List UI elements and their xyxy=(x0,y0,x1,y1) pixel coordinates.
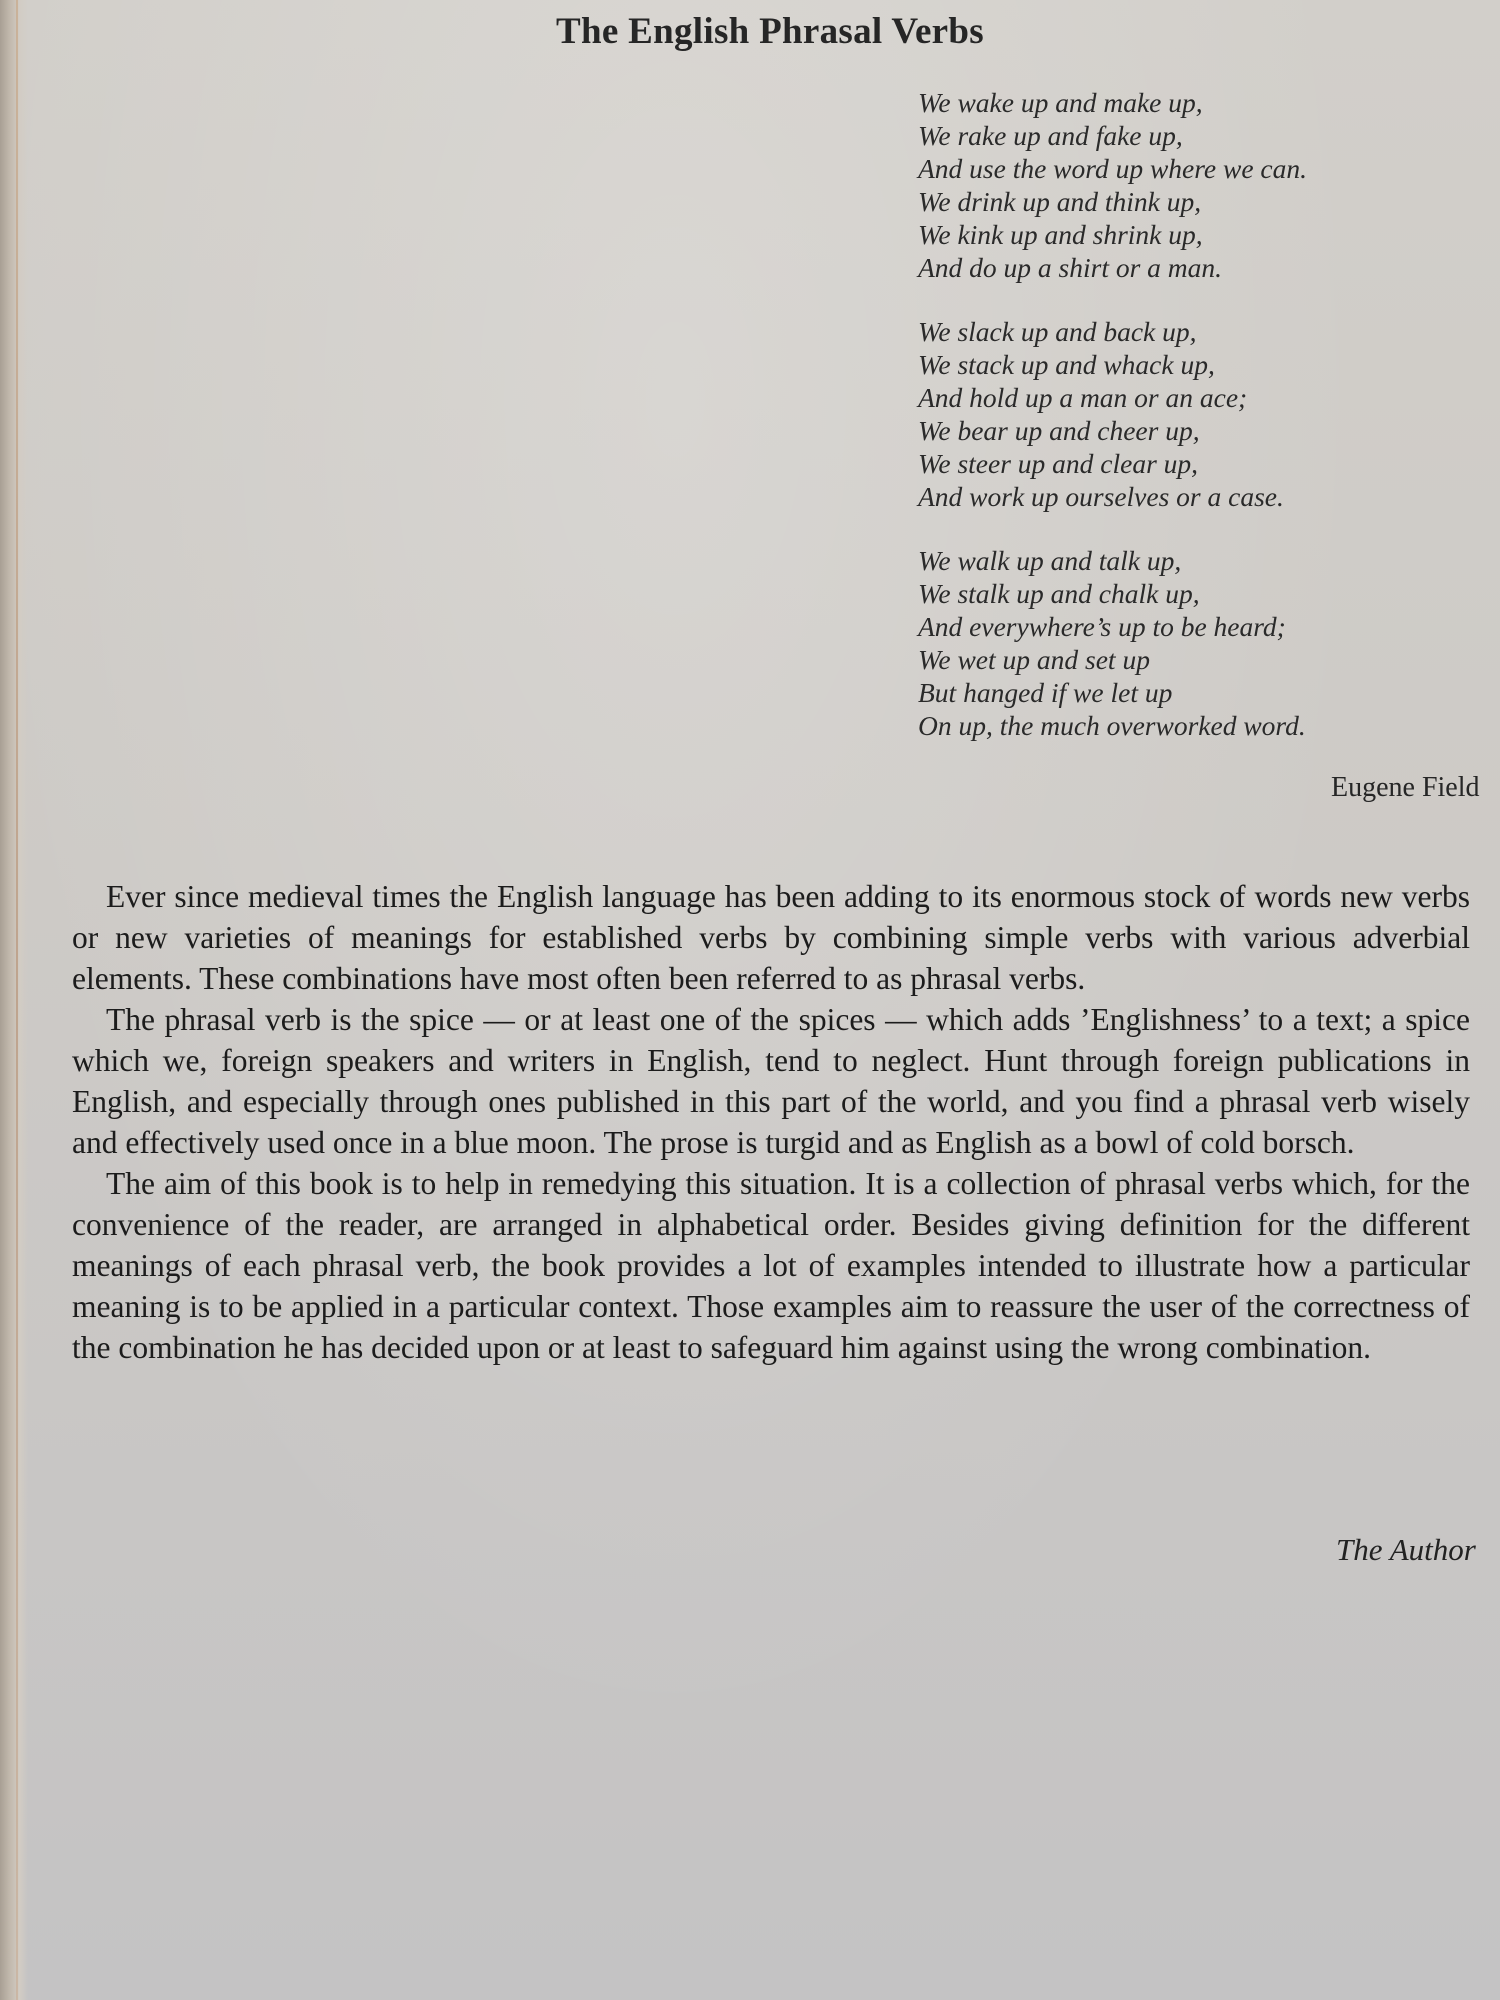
preface-paragraph-1: Ever since medieval times the English language has been adding to its enormous stock of words new verbs or new varieties of meanings for established verbs by combining simple verbs with various adverbial elements. These combinations have most often been referred to as phrasal verbs. xyxy=(72,879,1470,996)
poem-line: We wet up and set up xyxy=(918,644,1150,675)
poem-line: We steer up and clear up, xyxy=(918,448,1199,479)
poem-line: And work up ourselves or a case. xyxy=(918,481,1284,512)
poem-stanza-2 xyxy=(918,315,1478,513)
poem-line: And everywhere’s up to be heard; xyxy=(918,611,1286,642)
preface-paragraph-3: The aim of this book is to help in remedying this situation. It is a collection of phrasal verbs which, for the convenience of the reader, are arranged in alphabetical order. Besides giving definition for the different meanings of each phrasal verb, the book provides a lot of examples intended to illustrate how a particular meaning is to be applied in a particular context. Those examples aim to reassure the user of the correctness of the combination he has decided upon or at least to safeguard him against using the wrong combination. xyxy=(72,1166,1470,1365)
poem-line: We stalk up and chalk up, xyxy=(918,578,1200,609)
preface-signature: The Author xyxy=(1336,1532,1476,1567)
preface-text xyxy=(72,876,1470,1368)
preface-paragraph-2: The phrasal verb is the spice — or at least one of the spices — which adds ’Englishness’ to a text; a spice which we, foreign speakers and writers in English, tend to neglect. Hunt through foreign publications in English, and especially through ones published in this part of the world, and you find a phrasal verb wisely and effectively used once in a blue moon. The prose is turgid and as English as a bowl of cold borsch. xyxy=(72,1002,1470,1160)
poem-stanza-3 xyxy=(918,544,1478,742)
page-title: The English Phrasal Verbs xyxy=(556,11,984,52)
poem-line: We rake up and fake up, xyxy=(918,120,1183,151)
page-binding-shadow xyxy=(0,0,28,2000)
poem-stanza-1 xyxy=(918,86,1478,284)
poem-author: Eugene Field xyxy=(1331,772,1480,803)
poem-line: We stack up and whack up, xyxy=(918,349,1215,380)
epigraph-poem xyxy=(918,86,1478,773)
page-binding-edge xyxy=(16,0,18,2000)
poem-line: But hanged if we let up xyxy=(918,677,1173,708)
poem-line: And do up a shirt or a man. xyxy=(918,252,1223,283)
poem-line: We walk up and talk up, xyxy=(918,545,1182,576)
poem-line: We drink up and think up, xyxy=(918,186,1202,217)
poem-line: On up, the much overworked word. xyxy=(918,710,1306,741)
poem-line: We bear up and cheer up, xyxy=(918,415,1200,446)
poem-line: We kink up and shrink up, xyxy=(918,219,1203,250)
poem-line: And use the word up where we can. xyxy=(918,153,1308,184)
poem-line: We slack up and back up, xyxy=(918,316,1197,347)
poem-line: We wake up and make up, xyxy=(918,87,1203,118)
poem-line: And hold up a man or an ace; xyxy=(918,382,1248,413)
